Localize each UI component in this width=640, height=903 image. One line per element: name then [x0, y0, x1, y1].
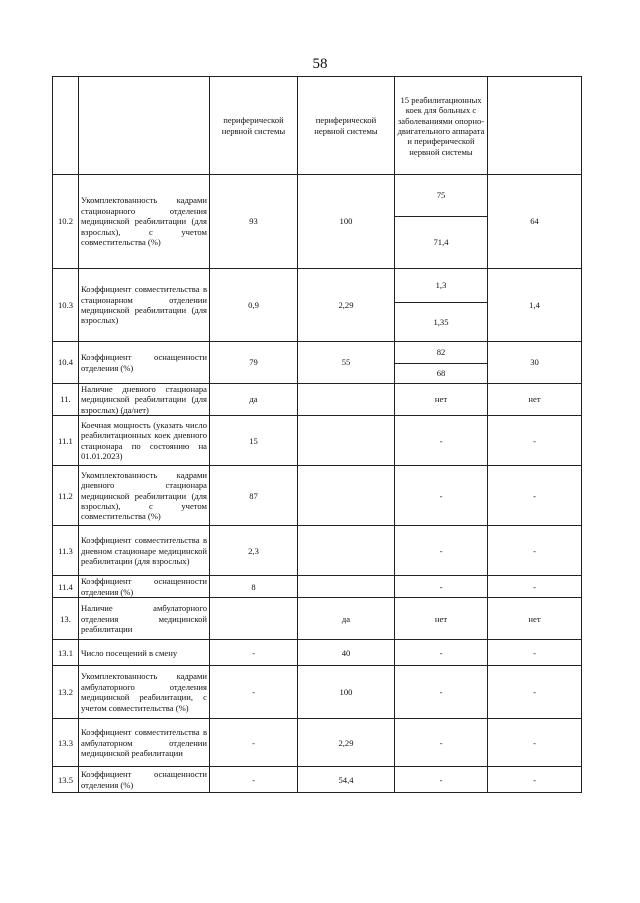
- row-label: Укомплектованность кадрами амбулаторного отделения медицинской реабилитации, с учетом совместительства (%): [79, 666, 210, 719]
- value-cell-lower: 1,35: [395, 303, 488, 342]
- value-cell: нет: [395, 598, 488, 640]
- row-label: Укомплектованность кадрами дневного стационара медицинской реабилитации (для взрослых), с учетом совместительства (%): [79, 466, 210, 526]
- table-row: [53, 466, 582, 526]
- value-cell: -: [488, 466, 582, 526]
- value-cell: 79: [210, 342, 298, 384]
- value-cell: -: [395, 640, 488, 666]
- header-col-5: 15 реабилитационных коек для больных с заболеваниями опорно-двигательного аппарата и периферической нервной системы: [395, 77, 488, 175]
- value-cell: -: [210, 666, 298, 719]
- value-cell: 30: [488, 342, 582, 384]
- row-label: Укомплектованность кадрами стационарного отделения медицинской реабилитации (для взрослых), с учетом совместительства (%): [79, 175, 210, 269]
- value-cell: нет: [488, 598, 582, 640]
- value-cell: -: [210, 719, 298, 767]
- row-label: Коэффициент совместительства в амбулаторном отделении медицинской реабилитации: [79, 719, 210, 767]
- value-cell: -: [488, 416, 582, 466]
- value-cell: 2,3: [210, 526, 298, 576]
- header-row: [53, 77, 582, 175]
- value-cell: -: [395, 526, 488, 576]
- row-number: 13.2: [53, 666, 79, 719]
- row-label: Наличие дневного стационара медицинской реабилитации (для взрослых) (да/нет): [79, 384, 210, 416]
- value-cell: да: [210, 384, 298, 416]
- table-row: [53, 576, 582, 598]
- row-label: Коэффициент совместительства в стационарном отделении медицинской реабилитации (для взрослых): [79, 269, 210, 342]
- value-cell-upper: 75: [395, 175, 488, 217]
- value-cell: [298, 416, 395, 466]
- row-number: 13.: [53, 598, 79, 640]
- header-num-cell: [53, 77, 79, 175]
- value-cell: 0,9: [210, 269, 298, 342]
- value-cell-upper: 82: [395, 342, 488, 364]
- value-cell: 55: [298, 342, 395, 384]
- value-cell: нет: [488, 384, 582, 416]
- row-number: 11.3: [53, 526, 79, 576]
- value-cell: 100: [298, 666, 395, 719]
- value-cell: [210, 598, 298, 640]
- row-label: Число посещений в смену: [79, 640, 210, 666]
- table-row: [53, 175, 582, 217]
- value-cell: нет: [395, 384, 488, 416]
- value-cell: [298, 384, 395, 416]
- value-cell-lower: 71,4: [395, 217, 488, 269]
- header-col-4: периферической нервной системы: [298, 77, 395, 175]
- row-number: 10.2: [53, 175, 79, 269]
- value-cell: -: [488, 526, 582, 576]
- value-cell: 1,4: [488, 269, 582, 342]
- value-cell: 93: [210, 175, 298, 269]
- value-cell-upper: 1,3: [395, 269, 488, 303]
- header-label-cell: [79, 77, 210, 175]
- table-row: [53, 719, 582, 767]
- header-col-3: периферической нервной системы: [210, 77, 298, 175]
- row-label: Коэффициент оснащенности отделения (%): [79, 576, 210, 598]
- row-number: 11.1: [53, 416, 79, 466]
- value-cell: 87: [210, 466, 298, 526]
- row-number: 13.3: [53, 719, 79, 767]
- value-cell: -: [488, 576, 582, 598]
- table-row: [53, 384, 582, 416]
- row-number: 10.4: [53, 342, 79, 384]
- value-cell: -: [395, 416, 488, 466]
- value-cell: [298, 466, 395, 526]
- value-cell: -: [395, 466, 488, 526]
- row-label: Коэффициент совместительства в дневном стационаре медицинской реабилитации (для взрослых): [79, 526, 210, 576]
- value-cell: [298, 526, 395, 576]
- row-number: 11.2: [53, 466, 79, 526]
- header-col-6: [488, 77, 582, 175]
- row-number: 13.1: [53, 640, 79, 666]
- row-label: Коэффициент оснащенности отделения (%): [79, 767, 210, 793]
- row-label: Коечная мощность (указать число реабилитационных коек дневного стационара по состоянию на 01.01.2023): [79, 416, 210, 466]
- value-cell: [298, 576, 395, 598]
- table-row: [53, 666, 582, 719]
- value-cell: 40: [298, 640, 395, 666]
- value-cell-lower: 68: [395, 364, 488, 384]
- table-row: [53, 269, 582, 303]
- value-cell: 2,29: [298, 719, 395, 767]
- value-cell: 8: [210, 576, 298, 598]
- row-number: 11.4: [53, 576, 79, 598]
- row-number: 11.: [53, 384, 79, 416]
- value-cell: 54,4: [298, 767, 395, 793]
- value-cell: 64: [488, 175, 582, 269]
- table-row: [53, 342, 582, 364]
- value-cell: -: [488, 719, 582, 767]
- value-cell: -: [210, 640, 298, 666]
- table-row: [53, 526, 582, 576]
- row-label: Коэффициент оснащенности отделения (%): [79, 342, 210, 384]
- value-cell: -: [488, 640, 582, 666]
- row-number: 10.3: [53, 269, 79, 342]
- value-cell: -: [395, 719, 488, 767]
- data-table: [52, 76, 582, 793]
- value-cell: -: [488, 666, 582, 719]
- value-cell: 2,29: [298, 269, 395, 342]
- value-cell: да: [298, 598, 395, 640]
- table-row: [53, 767, 582, 793]
- page-number: 58: [312, 56, 328, 72]
- value-cell: -: [395, 666, 488, 719]
- value-cell: -: [395, 767, 488, 793]
- table-row: [53, 416, 582, 466]
- table-row: [53, 640, 582, 666]
- value-cell: -: [210, 767, 298, 793]
- value-cell: 100: [298, 175, 395, 269]
- table-row: [53, 598, 582, 640]
- value-cell: 15: [210, 416, 298, 466]
- value-cell: -: [395, 576, 488, 598]
- row-label: Наличие амбулаторного отделения медицинской реабилитации: [79, 598, 210, 640]
- value-cell: -: [488, 767, 582, 793]
- row-number: 13.5: [53, 767, 79, 793]
